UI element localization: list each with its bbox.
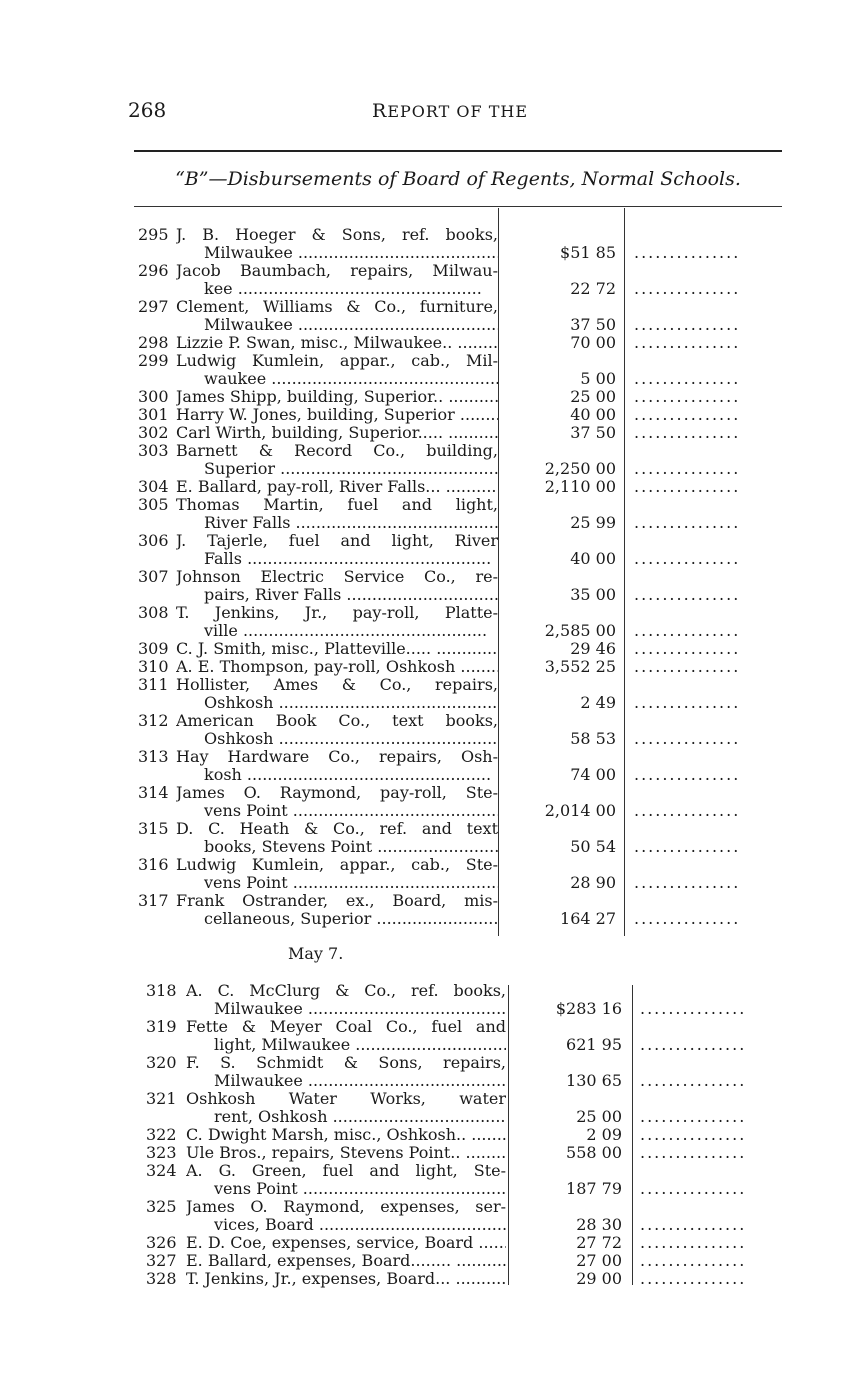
amount: 28 90 [570,873,616,892]
description-line-1: James O. Raymond, pay-roll, Ste- [176,784,498,802]
amount: 187 79 [566,1179,622,1198]
leader-dots: ............... [640,1252,747,1270]
description-line-2: vens Point ..... [176,874,498,892]
description-line-1: A. G. Green, fuel and light, Ste- [186,1162,506,1180]
amount: 25 99 [570,513,616,532]
description-line-1: Johnson Electric Service Co., re- [176,568,498,586]
amount: 3,552 25 [544,657,616,676]
description-line-1: Carl Wirth, building, Superior..... ..... [176,424,498,442]
leader-dots: ............... [634,514,741,532]
description-line-2: vens Point ..... [186,1180,506,1198]
leader-dots: ............... [634,802,741,820]
voucher-number: 307 [138,567,169,586]
voucher-number: 304 [138,477,169,496]
voucher-number: 306 [138,531,169,550]
amount: 29 00 [576,1269,622,1288]
date-heading: May 7. [288,944,344,963]
amount: 621 95 [566,1035,622,1054]
description-line-1: J. Tajerle, fuel and light, River [176,532,498,550]
leader-dots: ............... [634,586,741,604]
leader-dots: ............... [634,388,741,406]
table-title: “B”—Disbursements of Board of Regents, Normal Schools. [175,168,741,190]
amount: $51 85 [560,243,616,262]
description-line-1: Lizzie P. Swan, misc., Milwaukee.. ..... [176,334,498,352]
voucher-number: 298 [138,333,169,352]
leader-dots: ............... [640,1000,747,1018]
description-line-1: A. C. McClurg & Co., ref. books, [186,982,506,1000]
description-line-2: ville ..... [176,622,498,640]
leader-dots: ............... [634,658,741,676]
leader-dots: ............... [634,478,741,496]
amount: 164 27 [560,909,616,928]
description-line-2: Oshkosh ..... [176,694,498,712]
voucher-number: 321 [146,1089,177,1108]
amount: 2,250 00 [544,459,616,478]
description-line-1: C. Dwight Marsh, misc., Oshkosh.. ..... [186,1126,506,1144]
voucher-number: 305 [138,495,169,514]
description-line-2: kee ..... [176,280,498,298]
voucher-number: 300 [138,387,169,406]
voucher-number: 301 [138,405,169,424]
description-line-1: Ludwig Kumlein, appar., cab., Mil- [176,352,498,370]
leader-dots: ............... [640,1036,747,1054]
description-line-1: James O. Raymond, expenses, ser- [186,1198,506,1216]
payee-description [186,1090,506,1126]
description-line-2: vens Point ..... [176,802,498,820]
description-line-2: waukee ..... [176,370,498,388]
amount: 28 30 [576,1215,622,1234]
amount: 40 00 [570,549,616,568]
voucher-number: 296 [138,261,169,280]
description-line-1: Fette & Meyer Coal Co., fuel and [186,1018,506,1036]
description-line-2: cellaneous, Superior ..... [176,910,498,928]
leader-dots: ............... [640,1072,747,1090]
voucher-number: 295 [138,225,169,244]
description-line-1: Harry W. Jones, building, Superior ..... [176,406,498,424]
description-line-1: Clement, Williams & Co., furniture, [176,298,498,316]
description-line-2: kosh ..... [176,766,498,784]
voucher-number: 317 [138,891,169,910]
voucher-number: 322 [146,1125,177,1144]
leader-dots: ............... [634,370,741,388]
voucher-number: 318 [146,981,177,1000]
amount: 40 00 [570,405,616,424]
voucher-number: 314 [138,783,169,802]
leader-dots: ............... [634,280,741,298]
description-line-2: Milwaukee ..... [176,244,498,262]
payee-description [186,1252,506,1270]
description-line-1: Hay Hardware Co., repairs, Osh- [176,748,498,766]
description-line-1: J. B. Hoeger & Sons, ref. books, [176,226,498,244]
amount: 74 00 [570,765,616,784]
description-line-2: Superior ..... [176,460,498,478]
description-line-2: Milwaukee ..... [186,1072,506,1090]
voucher-number: 310 [138,657,169,676]
leader-dots: ............... [634,874,741,892]
amount: 558 00 [566,1143,622,1162]
leader-dots: ............... [634,766,741,784]
voucher-number: 324 [146,1161,177,1180]
leader-dots: ............... [634,316,741,334]
payee-description [186,1234,506,1252]
amount: 25 00 [570,387,616,406]
description-line-1: T. Jenkins, Jr., pay-roll, Platte- [176,604,498,622]
description-line-2: rent, Oshkosh ..... [186,1108,506,1126]
leader-dots: ............... [634,406,741,424]
description-line-1: Frank Ostrander, ex., Board, mis- [176,892,498,910]
voucher-number: 308 [138,603,169,622]
leader-dots: ............... [640,1108,747,1126]
amount: 2 49 [580,693,616,712]
amount: 27 72 [576,1233,622,1252]
leader-dots: ............... [640,1216,747,1234]
voucher-number: 313 [138,747,169,766]
payee-description [186,1144,506,1162]
leader-dots: ............... [634,622,741,640]
leader-dots: ............... [634,550,741,568]
description-line-2: books, Stevens Point ..... [176,838,498,856]
description-line-1: Barnett & Record Co., building, [176,442,498,460]
description-line-1: C. J. Smith, misc., Platteville..... ..... [176,640,498,658]
leader-dots: ............... [634,424,741,442]
leader-dots: ............... [634,910,741,928]
running-head-initial: R [372,100,388,122]
leader-dots: ............... [634,694,741,712]
leader-dots: ............... [640,1270,747,1288]
voucher-number: 328 [146,1269,177,1288]
description-line-1: A. E. Thompson, pay-roll, Oshkosh ..... [176,658,498,676]
voucher-number: 303 [138,441,169,460]
voucher-number: 325 [146,1197,177,1216]
amount: 70 00 [570,333,616,352]
running-head-rest: EPORT OF THE [387,102,529,121]
voucher-number: 297 [138,297,169,316]
voucher-number: 327 [146,1251,177,1270]
payee-description [186,1162,506,1198]
description-line-1: D. C. Heath & Co., ref. and text [176,820,498,838]
voucher-number: 319 [146,1017,177,1036]
description-line-1: Ule Bros., repairs, Stevens Point.. ..... [186,1144,506,1162]
description-line-1: James Shipp, building, Superior.. ..... [176,388,498,406]
description-line-1: E. Ballard, pay-roll, River Falls... ..... [176,478,498,496]
payee-description [186,1054,506,1090]
description-line-2: pairs, River Falls ..... [176,586,498,604]
voucher-number: 309 [138,639,169,658]
amount: 50 54 [570,837,616,856]
payee-description [186,982,506,1018]
description-line-2: vices, Board ..... [186,1216,506,1234]
leader-dots: ............... [634,730,741,748]
description-line-1: E. D. Coe, expenses, service, Board ..... [186,1234,506,1252]
leader-dots: ............... [640,1144,747,1162]
leader-dots: ............... [634,460,741,478]
description-line-2: Falls ..... [176,550,498,568]
amount: 29 46 [570,639,616,658]
voucher-number: 323 [146,1143,177,1162]
amount: 2,014 00 [544,801,616,820]
description-line-2: River Falls ..... [176,514,498,532]
amount: 5 00 [580,369,616,388]
voucher-number: 326 [146,1233,177,1252]
leader-dots: ............... [640,1180,747,1198]
page-number: 268 [128,98,167,122]
leader-dots: ............... [634,244,741,262]
description-line-1: American Book Co., text books, [176,712,498,730]
amount: 37 50 [570,423,616,442]
amount: 27 00 [576,1251,622,1270]
amount: 58 53 [570,729,616,748]
leader-dots: ............... [640,1126,747,1144]
description-line-2: light, Milwaukee ..... [186,1036,506,1054]
amount: 2,585 00 [544,621,616,640]
payee-description [186,1198,506,1234]
voucher-number: 299 [138,351,169,370]
description-line-1: F. S. Schmidt & Sons, repairs, [186,1054,506,1072]
payee-description [186,1270,506,1288]
amount: 25 00 [576,1107,622,1126]
description-line-1: Jacob Baumbach, repairs, Milwau- [176,262,498,280]
voucher-number: 320 [146,1053,177,1072]
description-line-2: Milwaukee ..... [176,316,498,334]
leader-dots: ............... [634,334,741,352]
description-line-1: Hollister, Ames & Co., repairs, [176,676,498,694]
payee-description [186,1126,506,1144]
amount: 22 72 [570,279,616,298]
description-line-1: T. Jenkins, Jr., expenses, Board... ..... [186,1270,506,1288]
amount: 37 50 [570,315,616,334]
voucher-number: 302 [138,423,169,442]
amount: $283 16 [555,999,622,1018]
voucher-number: 315 [138,819,169,838]
voucher-number: 311 [138,675,169,694]
amount: 2,110 00 [544,477,616,496]
payee-description [186,1018,506,1054]
leader-dots: ............... [634,640,741,658]
amount: 35 00 [570,585,616,604]
amount: 130 65 [566,1071,622,1090]
description-line-1: Thomas Martin, fuel and light, [176,496,498,514]
description-line-1: E. Ballard, expenses, Board........ ..... [186,1252,506,1270]
description-line-2: Milwaukee ..... [186,1000,506,1018]
description-line-1: Ludwig Kumlein, appar., cab., Ste- [176,856,498,874]
description-line-2: Oshkosh ..... [176,730,498,748]
leader-dots: ............... [634,838,741,856]
leader-dots: ............... [640,1234,747,1252]
voucher-number: 312 [138,711,169,730]
amount: 2 09 [586,1125,622,1144]
voucher-number: 316 [138,855,169,874]
description-line-1: Oshkosh Water Works, water [186,1090,506,1108]
